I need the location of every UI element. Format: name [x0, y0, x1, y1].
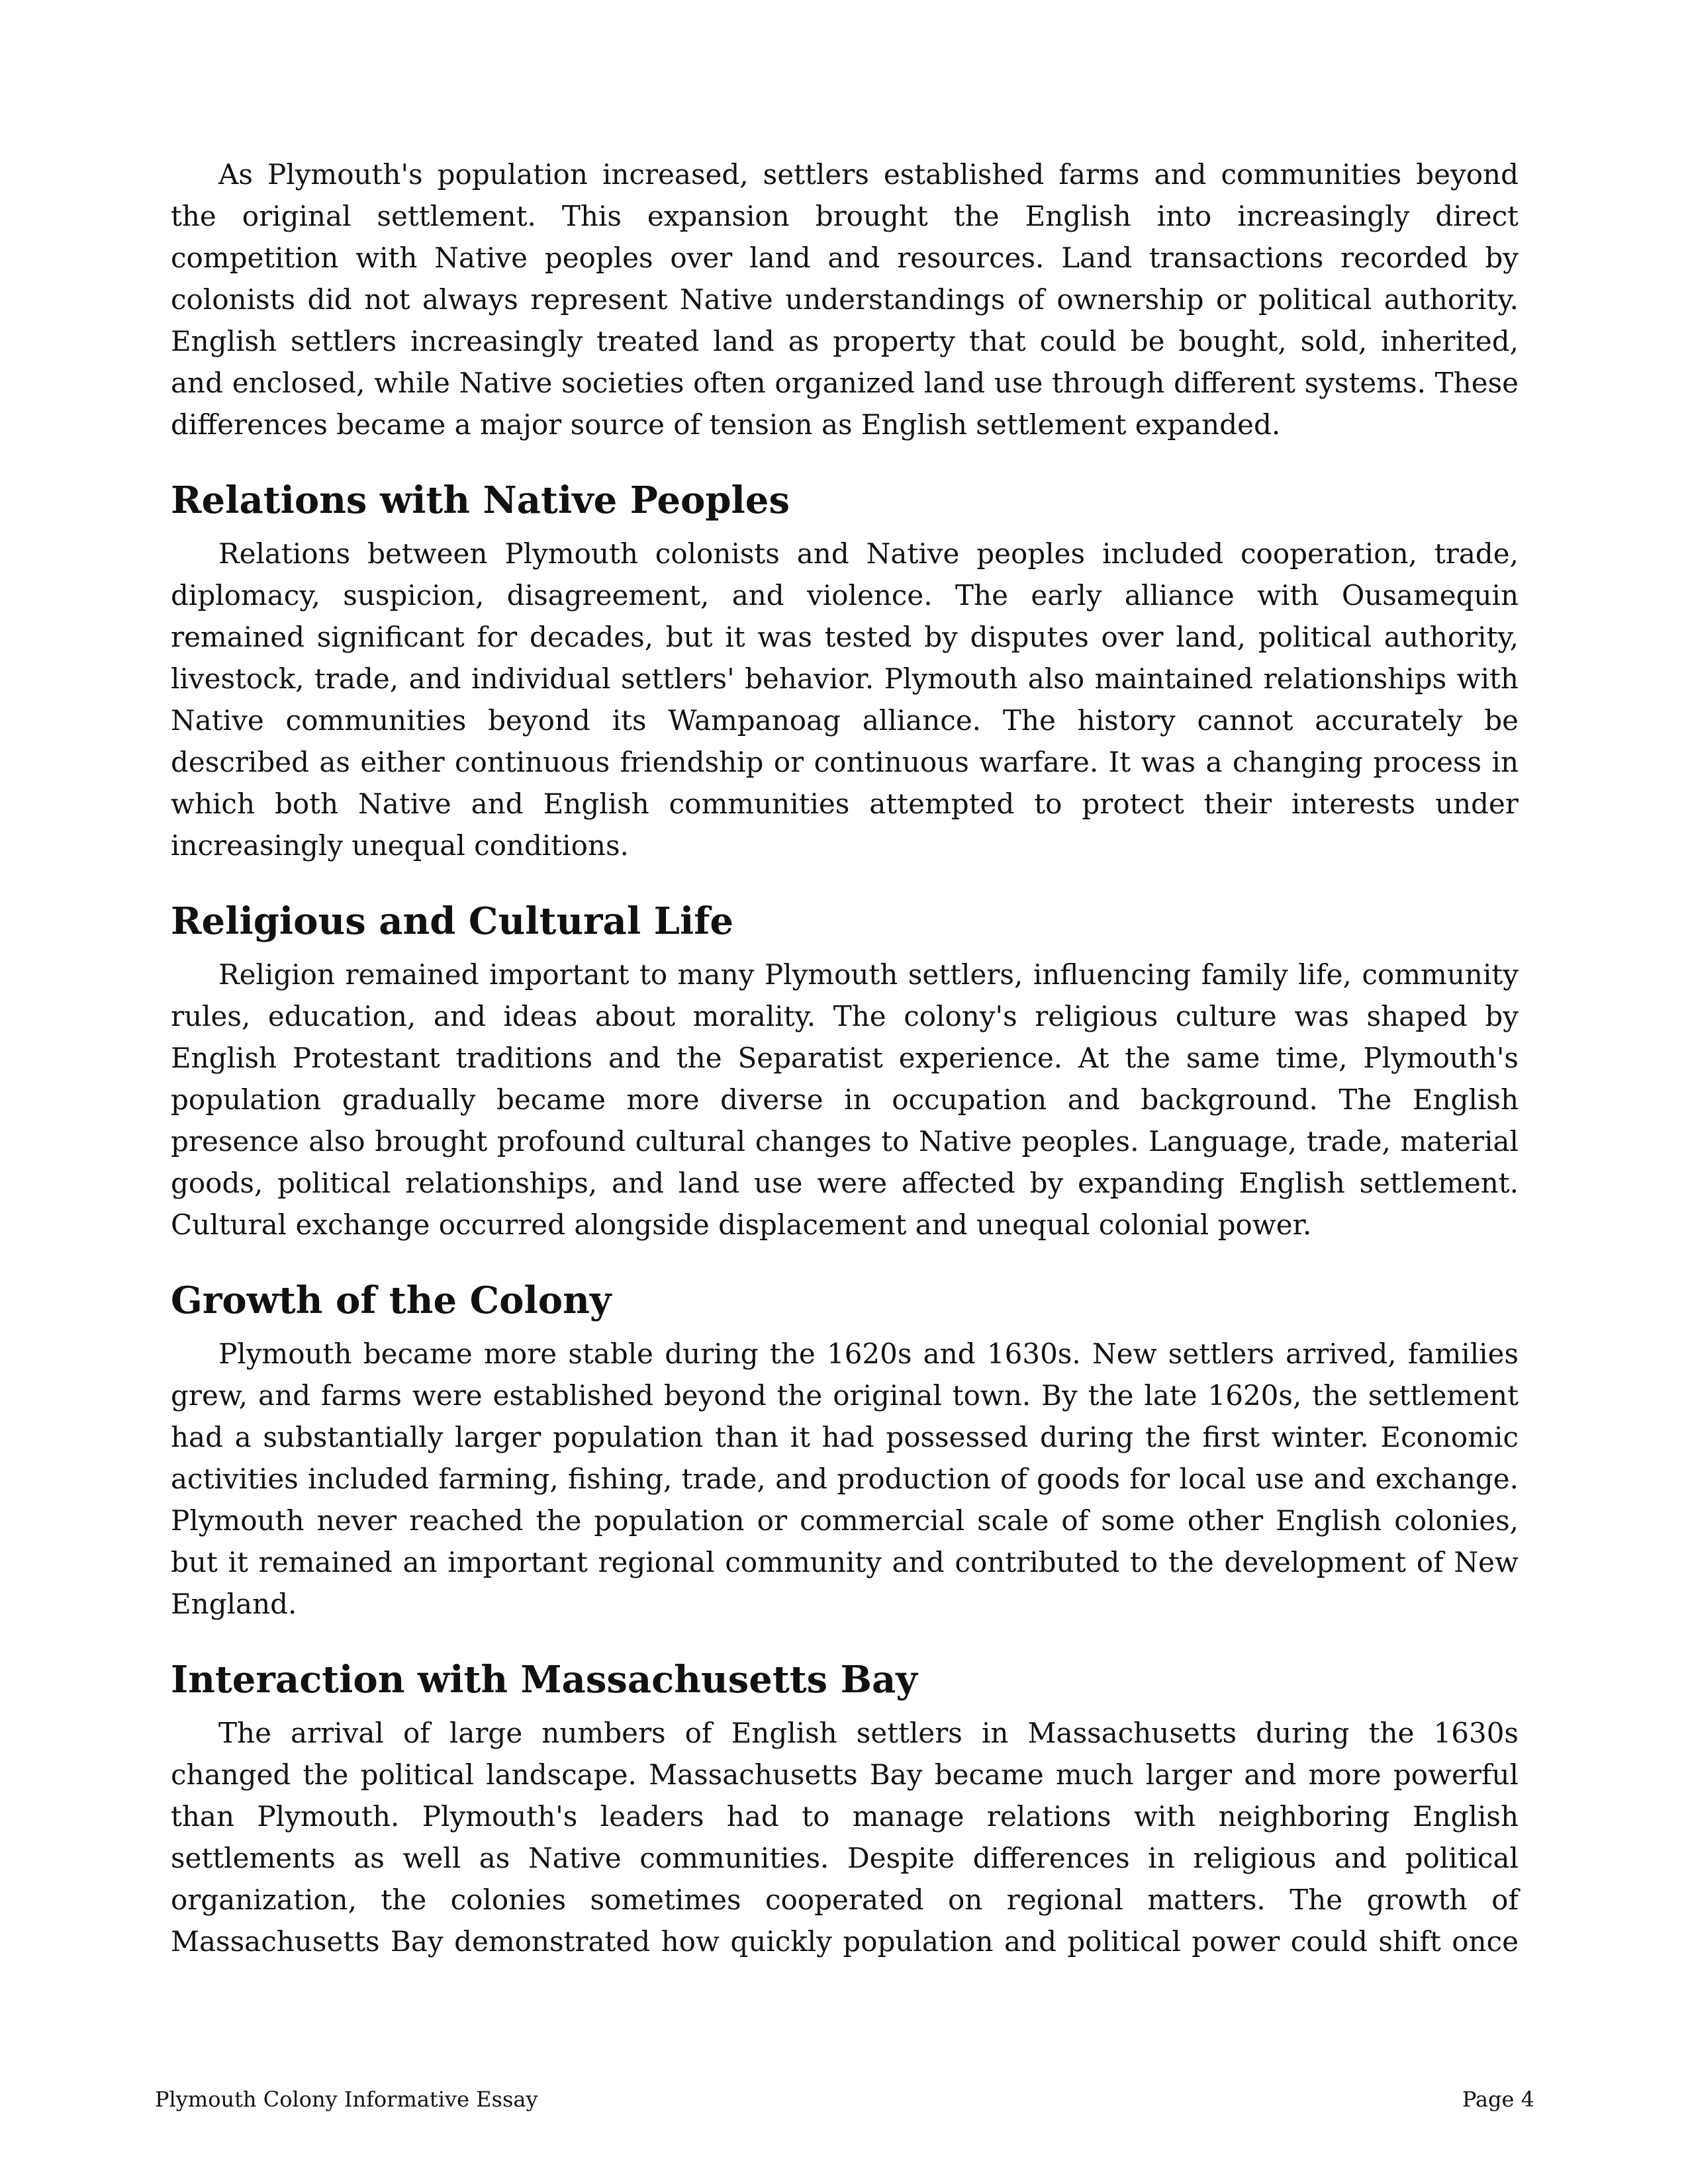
section-heading-relations: Relations with Native Peoples: [171, 478, 790, 522]
section-paragraph-massachusetts: The arrival of large numbers of English settlers in Massachusetts during the 1630s changed the political landscape. Massachusetts Bay became much larger and more powerful than Plymouth. Plymouth's leaders had to manage relations with neighboring English settlements as well as Native communities. Despite differences in religious and political organization, the colonies sometimes cooperated on regional matters. The growth of Massachusetts Bay demonstrated how quickly population and political power could shift once: [171, 1717, 1519, 1958]
footer-title: Plymouth Colony Informative Essay: [155, 2087, 538, 2112]
footer-page-number: Page 4: [1462, 2087, 1534, 2112]
intro-paragraph: As Plymouth's population increased, settlers established farms and communities beyond the original settlement. This expansion brought the English into increasingly direct competition with Native peoples over land and resources. Land transactions recorded by colonists did not always represent Native understandings of ownership or political authority. English settlers increasingly treated land as property that could be bought, sold, inherited, and enclosed, while Native societies often organized land use through different systems. These differences became a major source of tension as English settlement expanded.: [171, 158, 1519, 441]
page-content: [171, 154, 1519, 1962]
section-paragraph-religious: Religion remained important to many Plymouth settlers, influencing family life, community rules, education, and ideas about morality. The colony's religious culture was shaped by English Protestant traditions and the Separatist experience. At the same time, Plymouth's population gradually became more diverse in occupation and background. The English presence also brought profound cultural changes to Native peoples. Language, trade, material goods, political relationships, and land use were affected by expanding English settlement. Cultural exchange occurred alongside displacement and unequal colonial power.: [171, 958, 1519, 1241]
section-heading-religious: Religious and Cultural Life: [171, 899, 733, 943]
section-heading-growth: Growth of the Colony: [171, 1279, 612, 1322]
section-paragraph-growth: Plymouth became more stable during the 1620s and 1630s. New settlers arrived, families grew, and farms were established beyond the original town. By the late 1620s, the settlement had a substantially larger population than it had possessed during the first winter. Economic activities included farming, fishing, trade, and production of goods for local use and exchange. Plymouth never reached the population or commercial scale of some other English colonies, but it remained an important regional community and contributed to the development of New England.: [171, 1338, 1519, 1620]
section-paragraph-relations: Relations between Plymouth colonists and Native peoples included cooperation, trade, diplomacy, suspicion, disagreement, and violence. The early alliance with Ousamequin remained significant for decades, but it was tested by disputes over land, political authority, livestock, trade, and individual settlers' behavior. Plymouth also maintained relationships with Native communities beyond its Wampanoag alliance. The history cannot accurately be described as either continuous friendship or continuous warfare. It was a changing process in which both Native and English communities attempted to protect their interests under increasingly unequal conditions.: [171, 537, 1519, 862]
section-heading-massachusetts: Interaction with Massachusetts Bay: [171, 1658, 917, 1702]
